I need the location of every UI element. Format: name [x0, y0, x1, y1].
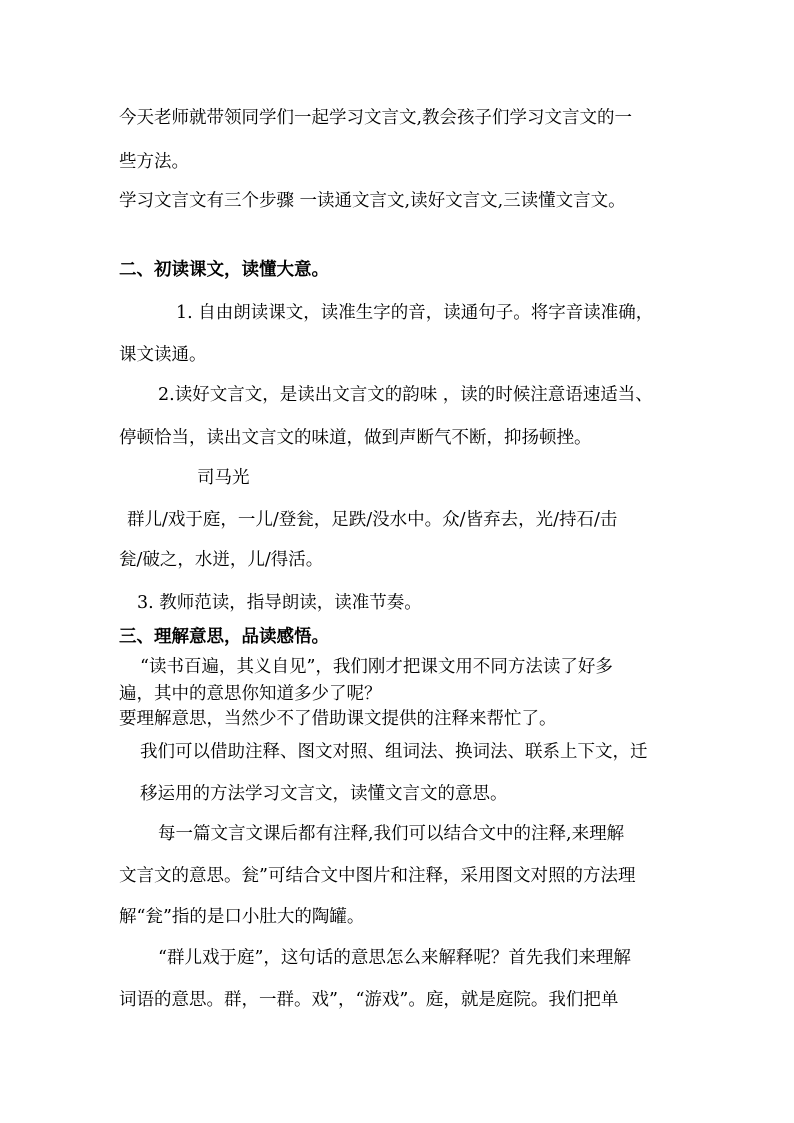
paragraph-5-line-1: “群儿戏于庭”，这句话的意思怎么来解释呢？首先我们来理解 — [158, 948, 631, 968]
paragraph-3-line-1: 我们可以借助注释、图文对照、组词法、换词法、联系上下文，迁 — [140, 742, 648, 762]
paragraph-5-line-2: 词语的意思。群，一群。戏”，“游戏”。庭，就是庭院。我们把单 — [119, 990, 619, 1010]
paragraph-4-line-3: 解“瓮”指的是口小肚大的陶罐。 — [119, 907, 365, 927]
item-1-line-2: 课文读通。 — [119, 345, 207, 365]
poem-line-2: 瓮/破之，水迸，儿/得活。 — [119, 550, 324, 570]
section-3-heading: 三、理解意思，品读感悟。 — [119, 627, 329, 647]
paragraph-2: 要理解意思，当然少不了借助课文提供的注释来帮忙了。 — [119, 709, 557, 729]
intro-line-1: 今天老师就带领同学们一起学习文言文,教会孩子们学习文言文的一 — [119, 108, 633, 128]
paragraph-4-line-1: 每一篇文言文课后都有注释,我们可以结合文中的注释,来理解 — [158, 824, 625, 844]
paragraph-1-line-2: 遍，其中的意思你知道多少了呢？ — [119, 684, 382, 704]
item-3: 3. 教师范读，指导朗读，读准节奏。 — [137, 593, 422, 613]
intro-line-3: 学习文言文有三个步骤 一读通文言文,读好文言文,三读懂文言文。 — [119, 191, 626, 211]
section-2-heading: 二、初读课文，读懂大意。 — [119, 260, 329, 280]
poem-line-1: 群儿/戏于庭，一儿/登瓮，足跌/没水中。众/皆弃去，光/持石/击 — [127, 510, 618, 530]
item-2-line-2: 停顿恰当，读出文言文的味道，做到声断气不断，抑扬顿挫。 — [119, 428, 592, 448]
paragraph-4-line-2: 文言文的意思。瓮”可结合文中图片和注释，采用图文对照的方法理 — [119, 866, 636, 886]
intro-line-2: 些方法。 — [119, 152, 189, 172]
item-2-line-1: 2.读好文言文，是读出文言文的韵味 ，读的时候注意语速适当、 — [158, 385, 653, 405]
item-1-line-1: 1. 自由朗读课文，读准生字的音，读通句子。将字音读准确， — [176, 303, 654, 323]
poem-title: 司马光 — [197, 468, 250, 488]
paragraph-1-line-1: “读书百遍，其义自见”，我们刚才把课文用不同方法读了好多 — [140, 657, 613, 677]
paragraph-3-line-2: 移运用的方法学习文言文，读懂文言文的意思。 — [140, 784, 508, 804]
